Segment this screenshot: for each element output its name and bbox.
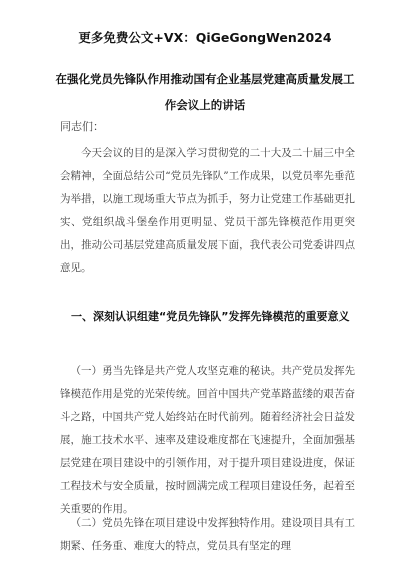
paragraph: （一）勇当先锋是共产党人攻坚克难的秘诀。共产党员发挥先锋模范作用是党的光荣传统。回首中国共产党革路蓝缕的艰苦奋斗之路，中国共产党人始终站在时代前列。随着经济社会日益发展，施工技术水平、速率及建设难度都在飞速提升，全面加强基层党建在项目建设中的引领作用，对于提升项目建设进度，保证工程技术与安全质量，按时圆满完成工程项目建设任务，起着至关重要的作用。 bbox=[60, 365, 355, 515]
salutation: 同志们： bbox=[60, 120, 104, 133]
section-heading: 一、深刻认识组建“党员先锋队”发挥先锋模范的重要意义 bbox=[71, 310, 350, 323]
paragraph: 今天会议的目的是深入学习贯彻党的二十大及二十届三中全会精神，全面总结公司“党员先锋队”工作成果，以党员率先垂范为举措，以施工现场重大节点为抓手，努力让党建工作基础更扎实、党组织战斗堡垒作用更明显、党员干部先锋模范作用更突出，推动公司基层党建高质量发展下面，我代表公司党委讲四点意见。 bbox=[60, 147, 355, 274]
paragraph: （二）党员先锋在项目建设中发挥独特作用。建设项目具有工期紧、任务重、难度大的特点，党员具有坚定的理 bbox=[60, 517, 355, 552]
promo-banner: 更多免费公文+VX：QiGeGongWen2024 bbox=[78, 30, 332, 45]
document-title: 在强化党员先锋队作用推动国有企业基层党建高质量发展工作会议上的讲话 bbox=[55, 72, 355, 112]
